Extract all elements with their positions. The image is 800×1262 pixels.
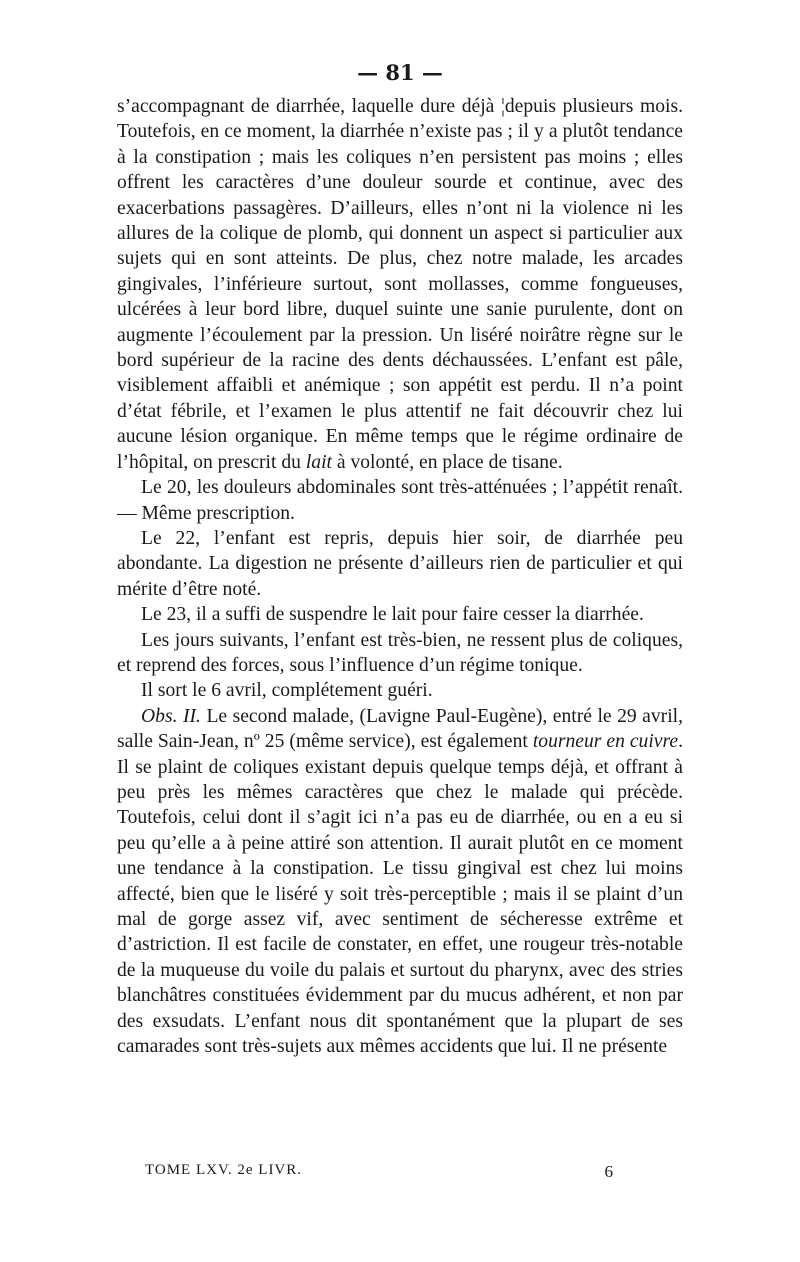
italic-text: lait — [305, 451, 332, 473]
paragraph — [117, 602, 683, 627]
text-segment: s’accompagnant de diarrhée, laquelle dure déjà ¦depuis plusieurs mois. Toutefois, en ce moment, la diarrhée n’existe pas ; il y a plutôt tendance à la constipation ; mais les coliques n’en persistent pas moins ; elles offrent les caractères d’une douleur sourde et continue, avec des exacerbations passagères. D’ailleurs, elles n’ont ni la violence ni les allures de la colique de plomb, qui donnent un aspect si particulier aux sujets qui en sont atteints. De plus, chez notre malade, les arcades gingivales, l’inférieure surtout, sont mollasses, comme fongueuses, ulcérées à leur bord libre, duquel suinte une sanie purulente, dont on augmente l’écoulement par la pression. Un liséré noirâtre règne sur le bord supérieur de la racine des dents déchaussées. L’enfant est pâle, visiblement affaibli et anémique ; son appétit est perdu. Il n’a point d’état fébrile, et l’examen le plus attentif ne fait découvrir chez lui aucune lésion organique. En même temps que le régime ordinaire de l’hôpital, on prescrit du — [117, 96, 683, 473]
text-segment: à volonté, en place de tisane. — [331, 451, 563, 473]
paragraph — [117, 526, 683, 602]
paragraph — [117, 94, 683, 475]
text-segment: Le 20, les douleurs abdominales sont très-atténuées ; l’appétit renaît. — Même prescription. — [117, 477, 683, 524]
paragraph — [117, 628, 683, 679]
body-text — [117, 94, 683, 1059]
text-segment: . Il se plaint de coliques existant depuis quelque temps déjà, et offrant à peu près les mêmes caractères que chez le malade qui précède. Toutefois, celui dont il s’agit ici n’a pas eu de diarrhée, ou en a eu si peu qu’elle a à peine attiré son attention. Il aurait plutôt en ce moment une tendance à la constipation. Le tissu gingival est chez lui moins affecté, bien que le liséré y soit très-perceptible ; mais il se plaint d’un mal de gorge assez vif, avec sentiment de sécheresse extrême et d’astriction. Il est facile de constater, en effet, une rougeur très-notable de la muqueuse du voile du palais et surtout du pharynx, avec des stries blanchâtres constituées évidemment par du mucus adhérent, et non par des exsudats. L’enfant nous dit spontanément que la plupart de ses camarades sont très-sujets aux mêmes accidents que lui. Il ne présente — [117, 731, 683, 1058]
text-segment: Il sort le 6 avril, complétement guéri. — [141, 680, 433, 702]
page — [117, 58, 683, 1059]
paragraph — [117, 678, 683, 703]
text-segment: Le 23, il a suffi de suspendre le lait pour faire cesser la diarrhée. — [141, 604, 644, 626]
footer — [145, 1162, 613, 1182]
footer-sheet-number: 6 — [604, 1162, 613, 1181]
italic-text: Obs. II. — [141, 705, 201, 727]
italic-text: tourneur en cuivre — [532, 731, 679, 753]
text-segment: Le 22, l’enfant est repris, depuis hier soir, de diarrhée peu abondante. La digestion ne présente d’ailleurs rien de particulier et qui mérite d’être noté. — [117, 527, 683, 600]
paragraph — [117, 704, 683, 1060]
footer-signature: TOME LXV. 2e LIVR. — [145, 1162, 303, 1178]
text-segment: Le second malade, (Lavigne Paul-Eugène), entré le 29 avril, salle Sain-Jean, nº 25 (même service), est également — [117, 705, 683, 753]
page-number: — 81 — — [357, 60, 443, 85]
text-segment: Les jours suivants, l’enfant est très-bien, ne ressent plus de coliques, et reprend des forces, sous l’influence d’un régime tonique. — [117, 629, 683, 676]
paragraph — [117, 475, 683, 526]
